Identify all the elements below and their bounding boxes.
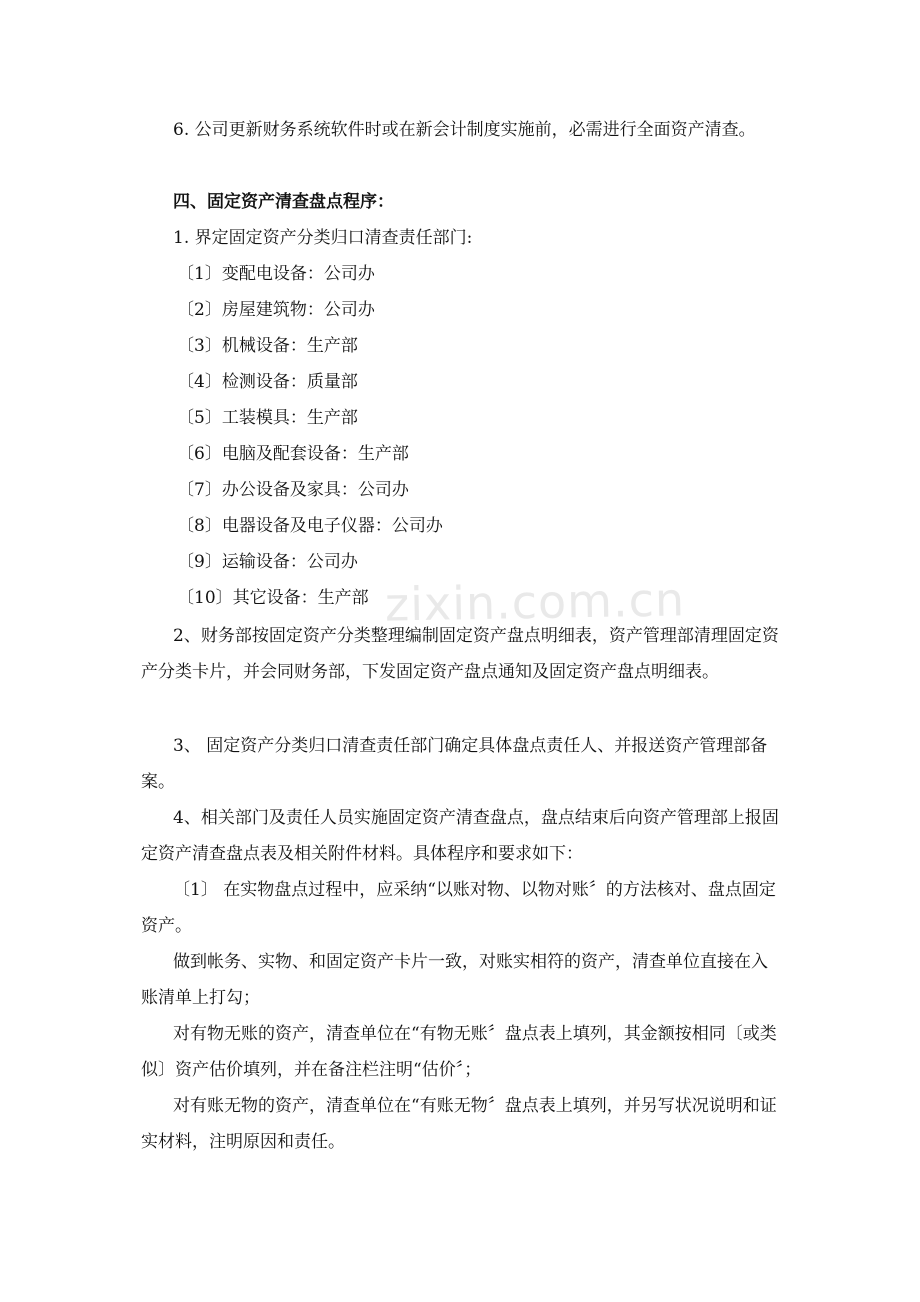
- document-page: [141, 0, 781, 1302]
- list-item: 〔8〕电器设备及电子仪器：公司办: [177, 516, 443, 536]
- list-item: 〔5〕工装模具：生产部: [177, 408, 358, 428]
- sub-item-1-account-match: 做到帐务、实物、和固定资产卡片一致，对账实相符的资产，清查单位直接在入账清单上打勾；: [141, 952, 768, 1008]
- list-item: 〔4〕检测设备：质量部: [177, 372, 358, 392]
- list-item: 〔10〕其它设备：生产部: [177, 588, 369, 608]
- list-item: 〔7〕办公设备及家具：公司办: [177, 480, 409, 500]
- watermark: zixin.com.cn: [384, 572, 686, 632]
- step-2: 2、财务部按固定资产分类整理编制固定资产盘点明细表，资产管理部清理固定资产分类卡片，并会同财务部，下发固定资产盘点通知及固定资产盘点明细表。: [141, 626, 779, 682]
- step-4: 4、相关部门及责任人员实施固定资产清查盘点，盘点结束后向资产管理部上报固定资产清查盘点表及相关附件材料。具体程序和要求如下：: [141, 808, 779, 864]
- list-item: 〔3〕机械设备：生产部: [177, 336, 358, 356]
- paragraph-6: 6. 公司更新财务系统软件时或在新会计制度实施前，必需进行全面资产清查。: [173, 120, 756, 140]
- list-item: 〔1〕变配电设备：公司办: [177, 264, 375, 284]
- sub-item-1-account-no-asset: 对有账无物的资产，清查单位在“有账无物〞盘点表上填列，并另写状况说明和证实材料，注明原因和责任。: [141, 1096, 777, 1152]
- sub-item-1-asset-no-account: 对有物无账的资产，清查单位在“有物无账〞盘点表上填列，其金额按相同〔或类似〕资产估价填列，并在备注栏注明“估价〞；: [141, 1024, 777, 1080]
- list-item: 〔9〕运输设备：公司办: [177, 552, 358, 572]
- list-item: 〔2〕房屋建筑物：公司办: [177, 300, 375, 320]
- section-heading-4: 四、固定资产清查盘点程序：: [173, 192, 394, 212]
- step-1: 1. 界定固定资产分类归口清查责任部门:: [173, 228, 473, 248]
- list-item: 〔6〕电脑及配套设备：生产部: [177, 444, 409, 464]
- step-3: 3、 固定资产分类归口清查责任部门确定具体盘点责任人、并报送资产管理部备案。: [141, 736, 768, 792]
- sub-item-1: 〔1〕 在实物盘点过程中，应采纳“以账对物、以物对账〞的方法核对、盘点固定资产。: [141, 880, 776, 936]
